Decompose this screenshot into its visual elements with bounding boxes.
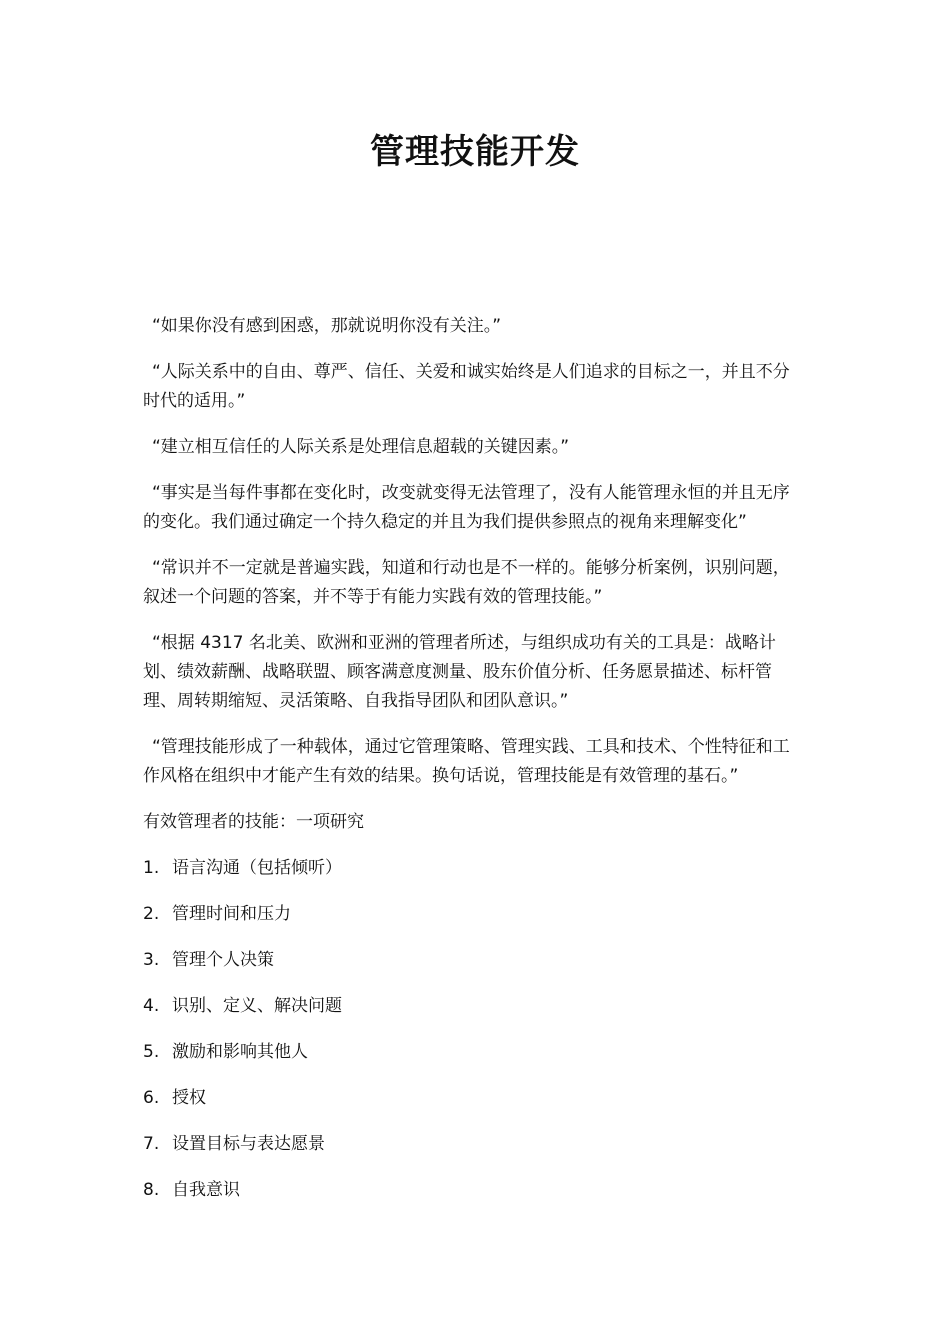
list-text: 自我意识 bbox=[172, 1180, 240, 1200]
quote-paragraph: “根据 4317 名北美、欧洲和亚洲的管理者所述，与组织成功有关的工具是：战略计划、绩效薪酬、战略联盟、顾客满意度测量、股东价值分析、任务愿景描述、标杆管理、周转期缩短、灵活策略、自我指导团队和团队意识。” bbox=[143, 633, 776, 711]
list-item bbox=[143, 992, 803, 1021]
document-title: 管理技能开发 bbox=[370, 132, 580, 172]
list-number: 5. bbox=[143, 1042, 160, 1062]
list-item bbox=[143, 1038, 803, 1067]
document-body bbox=[143, 312, 803, 1205]
list-number: 2. bbox=[143, 904, 160, 924]
list-number: 8. bbox=[143, 1180, 160, 1200]
quote-paragraph: “建立相互信任的人际关系是处理信息超载的关键因素。” bbox=[152, 437, 570, 457]
list-item bbox=[143, 900, 803, 929]
quote-paragraph: “管理技能形成了一种载体，通过它管理策略、管理实践、工具和技术、个性特征和工作风格在组织中才能产生有效的结果。换句话说，管理技能是有效管理的基石。” bbox=[143, 737, 790, 786]
quote-paragraph: “人际关系中的自由、尊严、信任、关爱和诚实始终是人们追求的目标之一，并且不分时代的适用。” bbox=[143, 362, 790, 411]
quote-paragraph: “常识并不一定就是普遍实践，知道和行动也是不一样的。能够分析案例，识别问题，叙述一个问题的答案，并不等于有能力实践有效的管理技能。” bbox=[143, 558, 790, 607]
list-item bbox=[143, 854, 803, 883]
skills-list bbox=[143, 854, 803, 1205]
list-number: 4. bbox=[143, 996, 160, 1016]
list-item bbox=[143, 1084, 803, 1113]
skills-heading: 有效管理者的技能：一项研究 bbox=[143, 812, 364, 832]
list-number: 6. bbox=[143, 1088, 160, 1108]
list-text: 授权 bbox=[172, 1088, 206, 1108]
quote-paragraph: “事实是当每件事都在变化时，改变就变得无法管理了，没有人能管理永恒的并且无序的变化。我们通过确定一个持久稳定的并且为我们提供参照点的视角来理解变化” bbox=[143, 483, 790, 532]
list-item bbox=[143, 1130, 803, 1159]
list-text: 识别、定义、解决问题 bbox=[172, 996, 342, 1016]
list-item bbox=[143, 1176, 803, 1205]
list-text: 管理时间和压力 bbox=[172, 904, 291, 924]
quote-paragraph: “如果你没有感到困惑，那就说明你没有关注。” bbox=[152, 316, 502, 336]
list-number: 3. bbox=[143, 950, 160, 970]
list-text: 激励和影响其他人 bbox=[172, 1042, 308, 1062]
list-text: 管理个人决策 bbox=[172, 950, 274, 970]
list-text: 语言沟通（包括倾听） bbox=[172, 858, 342, 878]
list-number: 1. bbox=[143, 858, 160, 878]
list-item bbox=[143, 946, 803, 975]
list-number: 7. bbox=[143, 1134, 160, 1154]
list-text: 设置目标与表达愿景 bbox=[172, 1134, 325, 1154]
